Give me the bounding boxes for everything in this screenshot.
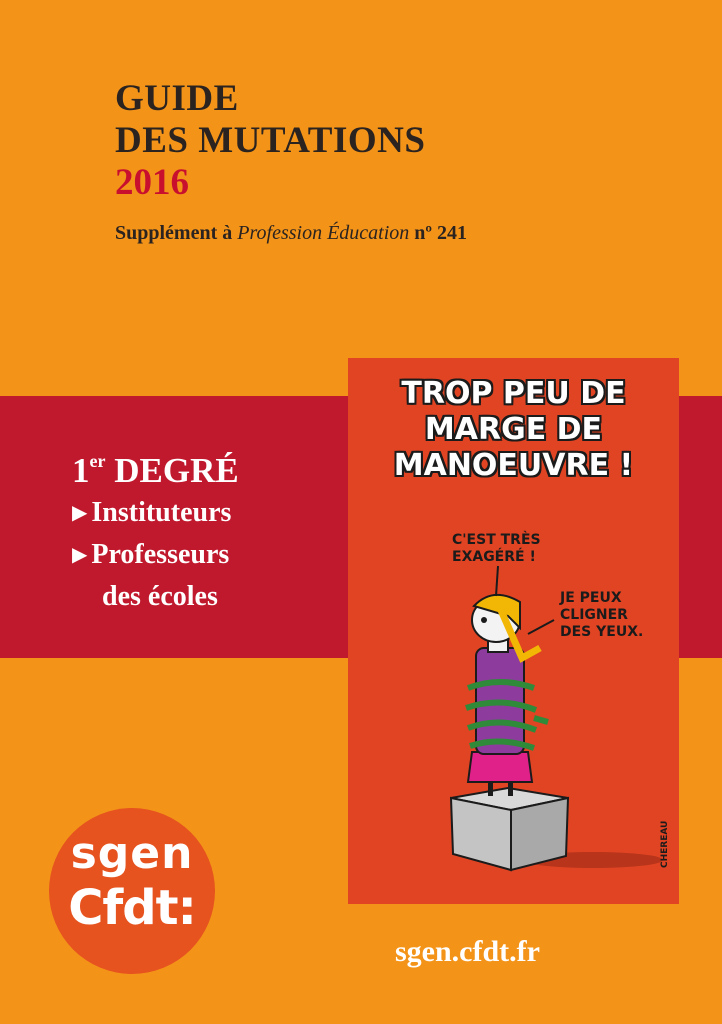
logo-word-sgen: sgen xyxy=(70,828,194,879)
title-year: 2016 xyxy=(115,162,189,203)
website-link[interactable]: sgen.cfdt.fr xyxy=(395,935,540,968)
supplement-number: nº 241 xyxy=(414,222,468,244)
sgen-cfdt-logo xyxy=(49,808,215,974)
poster-headline xyxy=(348,376,679,484)
degree-label: DEGRÉ xyxy=(114,451,239,490)
degree-item-instituteurs xyxy=(72,492,239,534)
title-line-1: GUIDE xyxy=(115,78,239,119)
poster-headline-line-2: MARGE DE xyxy=(424,412,603,447)
supplement-prefix: Supplément à xyxy=(115,222,233,244)
artist-signature: CHEREAU xyxy=(660,820,670,868)
degree-ordinal: er xyxy=(89,451,106,471)
triangle-bullet-icon: ▶ xyxy=(72,502,88,524)
bubble-line: JE PEUX xyxy=(560,590,622,606)
bubble-line: C'EST TRÈS xyxy=(452,532,541,548)
title-line-2: DES MUTATIONS xyxy=(115,120,426,161)
bubble-line: CLIGNER xyxy=(560,607,628,623)
poster-headline-line-3: MANOEUVRE ! xyxy=(393,448,634,483)
supplement-magazine: Profession Éducation xyxy=(237,222,410,244)
degree-title xyxy=(72,440,239,492)
degree-item-label: des écoles xyxy=(102,581,218,612)
title-block xyxy=(115,78,425,204)
bubble-line: EXAGÉRÉ ! xyxy=(452,549,536,565)
degree-item-label: Instituteurs xyxy=(91,497,232,528)
degree-block xyxy=(72,440,239,618)
speech-bubble-2 xyxy=(560,590,643,641)
logo-word-cfdt: Cfdt: xyxy=(68,880,196,936)
cartoon-poster xyxy=(348,358,679,904)
degree-number: 1 xyxy=(72,451,90,490)
degree-item-continuation xyxy=(72,576,239,618)
supplement-line xyxy=(115,222,467,245)
degree-item-professeurs xyxy=(72,534,239,576)
triangle-bullet-icon: ▶ xyxy=(72,544,88,566)
speech-bubble-1 xyxy=(452,532,541,566)
poster-headline-line-1: TROP PEU DE xyxy=(401,376,626,411)
degree-item-label: Professeurs xyxy=(91,539,230,570)
bubble-line: DES YEUX. xyxy=(560,624,644,640)
